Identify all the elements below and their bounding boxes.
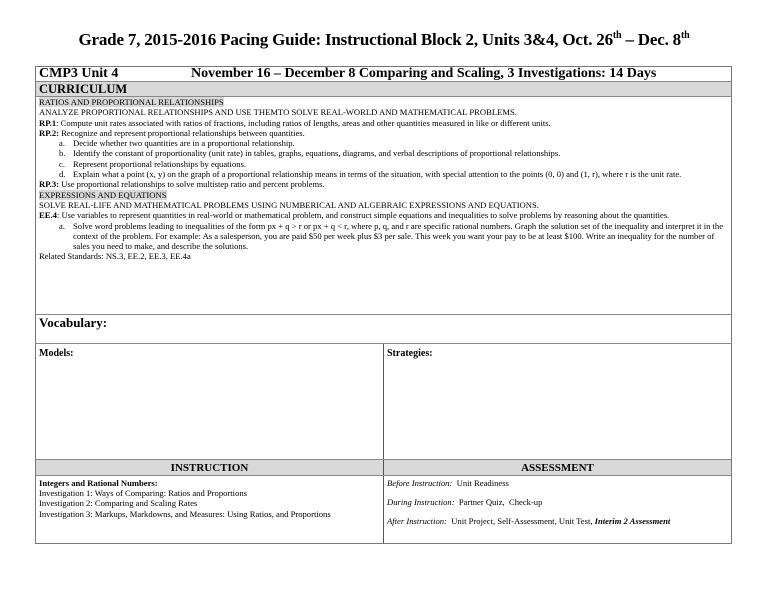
strategies-cell [384, 344, 731, 459]
investigation-item: Investigation 2: Comparing and Scaling Rates [39, 498, 198, 509]
instruction-topic: Integers and Rational Numbers: [39, 478, 158, 488]
models-label: Models: [39, 348, 74, 359]
investigation-item: Investigation 3: Markups, Markdowns, and Measures: Using Ratios, and Proportions [39, 508, 331, 519]
standard-rp2: RP.2: Recognize and represent proportional relationships between quantities. [39, 127, 305, 138]
assessment-heading: ASSESSMENT [521, 462, 594, 474]
unit-name: CMP3 Unit 4 [39, 66, 119, 81]
cluster-heading: ANALYZE PROPORTIONAL RELATIONSHIPS AND USE THEMTO SOLVE REAL-WORLD AND MATHEMATICAL PROBLEMS. [39, 107, 517, 118]
title-superscript: th [680, 30, 690, 41]
investigation-item: Investigation 1: Ways of Comparing: Ratios and Proportions [39, 488, 248, 499]
standard-ee4: EE.4: Use variables to represent quantities in real-world or mathematical problem, and construct simple equations and inequalities to solve problems by reasoning about the quantities. [39, 210, 670, 221]
rp2-sublist [39, 138, 728, 179]
curriculum-header [36, 82, 731, 97]
instruction-assessment-body [36, 476, 731, 543]
assessment-during: During Instruction: Partner Quiz, Check-up [387, 497, 543, 508]
title-text-end: – Dec. 8 [621, 30, 681, 49]
unit-details: November 16 – December 8 Comparing and Scaling, 3 Investigations: 14 Days [191, 66, 657, 81]
list-item: a. Solve word problems leading to inequalities of the form px + q > r or px + q < r, where p, q, and r are specific rational numbers. Graph the solution set of the inequality and interpret it in the context of the problem. For example: As a salesperson, you are paid $50 per week plus $3 per sale. This week you want your pay to be at least $100. Write an inequality for the number of sales you need to make, and describe the solutions. [59, 220, 724, 252]
standard-rp1: RP.1: Compute unit rates associated with ratios of fractions, including ratios of lengths, areas and other quantities measured in like or different units. [39, 117, 551, 128]
standard-rp3: RP.3: Use proportional relationships to solve multistep ratio and percent problems. [39, 179, 325, 190]
related-standards: Related Standards: NS.3, EE.2, EE.3, EE.4a [39, 251, 191, 262]
list-item: c. Represent proportional relationships by equations. [59, 158, 247, 169]
instruction-heading: INSTRUCTION [170, 462, 249, 474]
instruction-assessment-header [36, 460, 731, 476]
models-strategies-row [36, 344, 731, 460]
domain-expressions [39, 190, 728, 252]
instruction-header-cell [36, 460, 384, 475]
instruction-cell [36, 476, 384, 543]
vocabulary-label: Vocabulary: [39, 315, 108, 330]
list-item: d. Explain what a point (x, y) on the graph of a proportional relationship means in terms of the situation, with special attention to the points (0, 0) and (1, r), where r is the unit rate. [59, 169, 682, 180]
unit-row [36, 67, 731, 82]
page-title [0, 30, 768, 50]
assessment-after: After Instruction: Unit Project, Self-Assessment, Unit Test, Interim 2 Assessment [387, 516, 671, 527]
domain-ratios [39, 97, 728, 190]
domain-name: EXPRESSIONS AND EQUATIONS [39, 189, 167, 200]
pacing-guide-table [35, 66, 732, 544]
cluster-heading: SOLVE REAL-LIFE AND MATHEMATICAL PROBLEMS USING NUMBERICAL AND ALGEBRAIC EXPRESSIONS AND EQUATIONS. [39, 199, 539, 210]
title-text: Grade 7, 2015-2016 Pacing Guide: Instructional Block 2, Units 3&4, Oct. 26 [78, 30, 613, 49]
list-item: b. Identify the constant of proportionality (unit rate) in tables, graphs, equations, diagrams, and verbal descriptions of proportional relationships. [59, 148, 561, 159]
ee4-sublist [39, 221, 728, 252]
assessment-header-cell [384, 460, 731, 475]
curriculum-heading: CURRICULUM [39, 82, 128, 96]
title-superscript: th [612, 30, 622, 41]
standards-section [36, 97, 731, 315]
assessment-before: Before Instruction: Unit Readiness [387, 478, 509, 488]
strategies-label: Strategies: [387, 348, 433, 359]
models-cell [36, 344, 384, 459]
vocabulary-row [36, 315, 731, 344]
list-item: a. Decide whether two quantities are in a proportional relationship. [59, 138, 295, 149]
domain-name: RATIOS AND PROPORTIONAL RELATIONSHIPS [39, 97, 224, 107]
assessment-cell [384, 476, 731, 543]
